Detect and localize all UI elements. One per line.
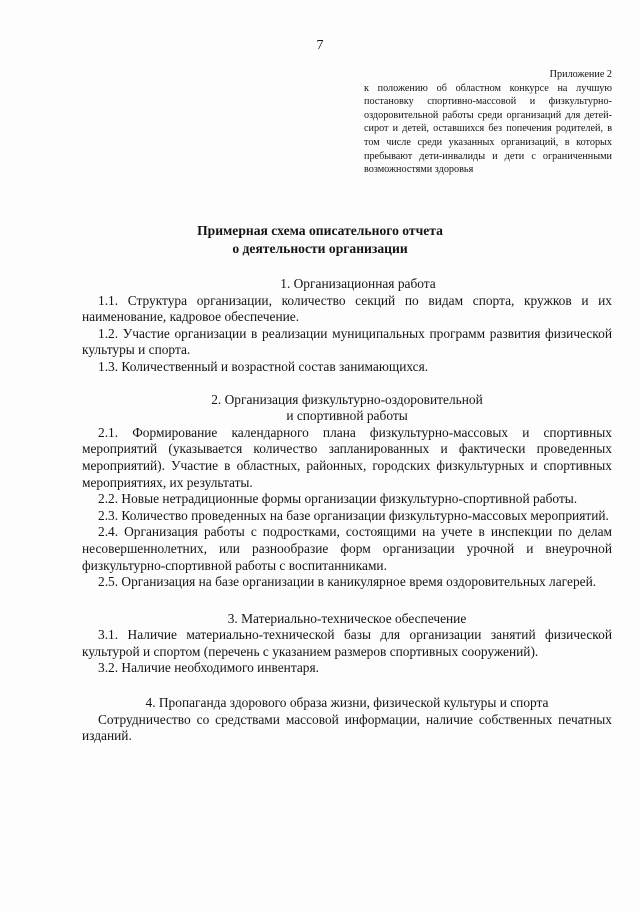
document-body: [82, 276, 612, 745]
paragraph-2-3: 2.3. Количество проведенных на базе организации физкультурно-массовых мероприятий.: [98, 507, 609, 523]
title-line-1: Примерная схема описательного отчета: [197, 223, 443, 238]
paragraph-1-2: 1.2. Участие организации в реализации муниципальных программ развития физической культуры и спорта.: [82, 325, 612, 358]
paragraph-2-4: 2.4. Организация работы с подростками, состоящими на учете в инспекции по делам несовершеннолетних, или разнообразие форм организации урочной и внеурочной физкультурно-спортивной работы с воспитанниками.: [82, 524, 612, 573]
paragraph-2-1: 2.1. Формирование календарного плана физкультурно-массовых и спортивных мероприятий (указывается количество запланированных и фактически проведенных мероприятий). Участие в областных, районных, городских физкультурных и спортивных мероприятиях, их результаты.: [82, 424, 612, 490]
annex-text: к положению об областном конкурсе на лучшую постановку спортивно-массовой и физкультурно-оздоровительной работы среди организаций для детей-сирот и детей, оставшихся без попечения родителей, в том числе среди указанных организаций, в которых пребывают дети-инвалиды и дети с ограниченными возможностями здоровья: [364, 82, 612, 176]
section-2-heading-line-1: 2. Организация физкультурно-оздоровительной: [211, 391, 483, 407]
document-title: [0, 222, 640, 257]
paragraph-4-1: Сотрудничество со средствами массовой информации, наличие собственных печатных изданий.: [82, 711, 612, 744]
section-2-heading-line-2: и спортивной работы: [286, 408, 408, 424]
page-number: 7: [316, 38, 324, 53]
annex-block: [364, 68, 612, 177]
section-4-heading: 4. Пропаганда здорового образа жизни, физической культуры и спорта: [145, 695, 549, 711]
section-3-heading: 3. Материально-техническое обеспечение: [227, 610, 467, 626]
paragraph-2-2: 2.2. Новые нетрадиционные формы организации физкультурно-спортивной работы.: [98, 491, 578, 507]
paragraph-2-5: 2.5. Организация на базе организации в каникулярное время оздоровительных лагерей.: [98, 574, 597, 590]
paragraph-1-3: 1.3. Количественный и возрастной состав занимающихся.: [98, 358, 429, 374]
title-line-2: о деятельности организации: [232, 240, 408, 256]
paragraph-3-2: 3.2. Наличие необходимого инвентаря.: [98, 660, 320, 676]
paragraph-1-1: 1.1. Структура организации, количество секций по видам спорта, кружков и их наименование, кадровое обеспечение.: [82, 292, 612, 325]
section-1-heading: 1. Организационная работа: [280, 276, 436, 291]
paragraph-3-1: 3.1. Наличие материально-технической базы для организации занятий физической культурой и спортом (перечень с указанием размеров спортивных сооружений).: [82, 627, 612, 659]
annex-title: Приложение 2: [549, 69, 612, 80]
